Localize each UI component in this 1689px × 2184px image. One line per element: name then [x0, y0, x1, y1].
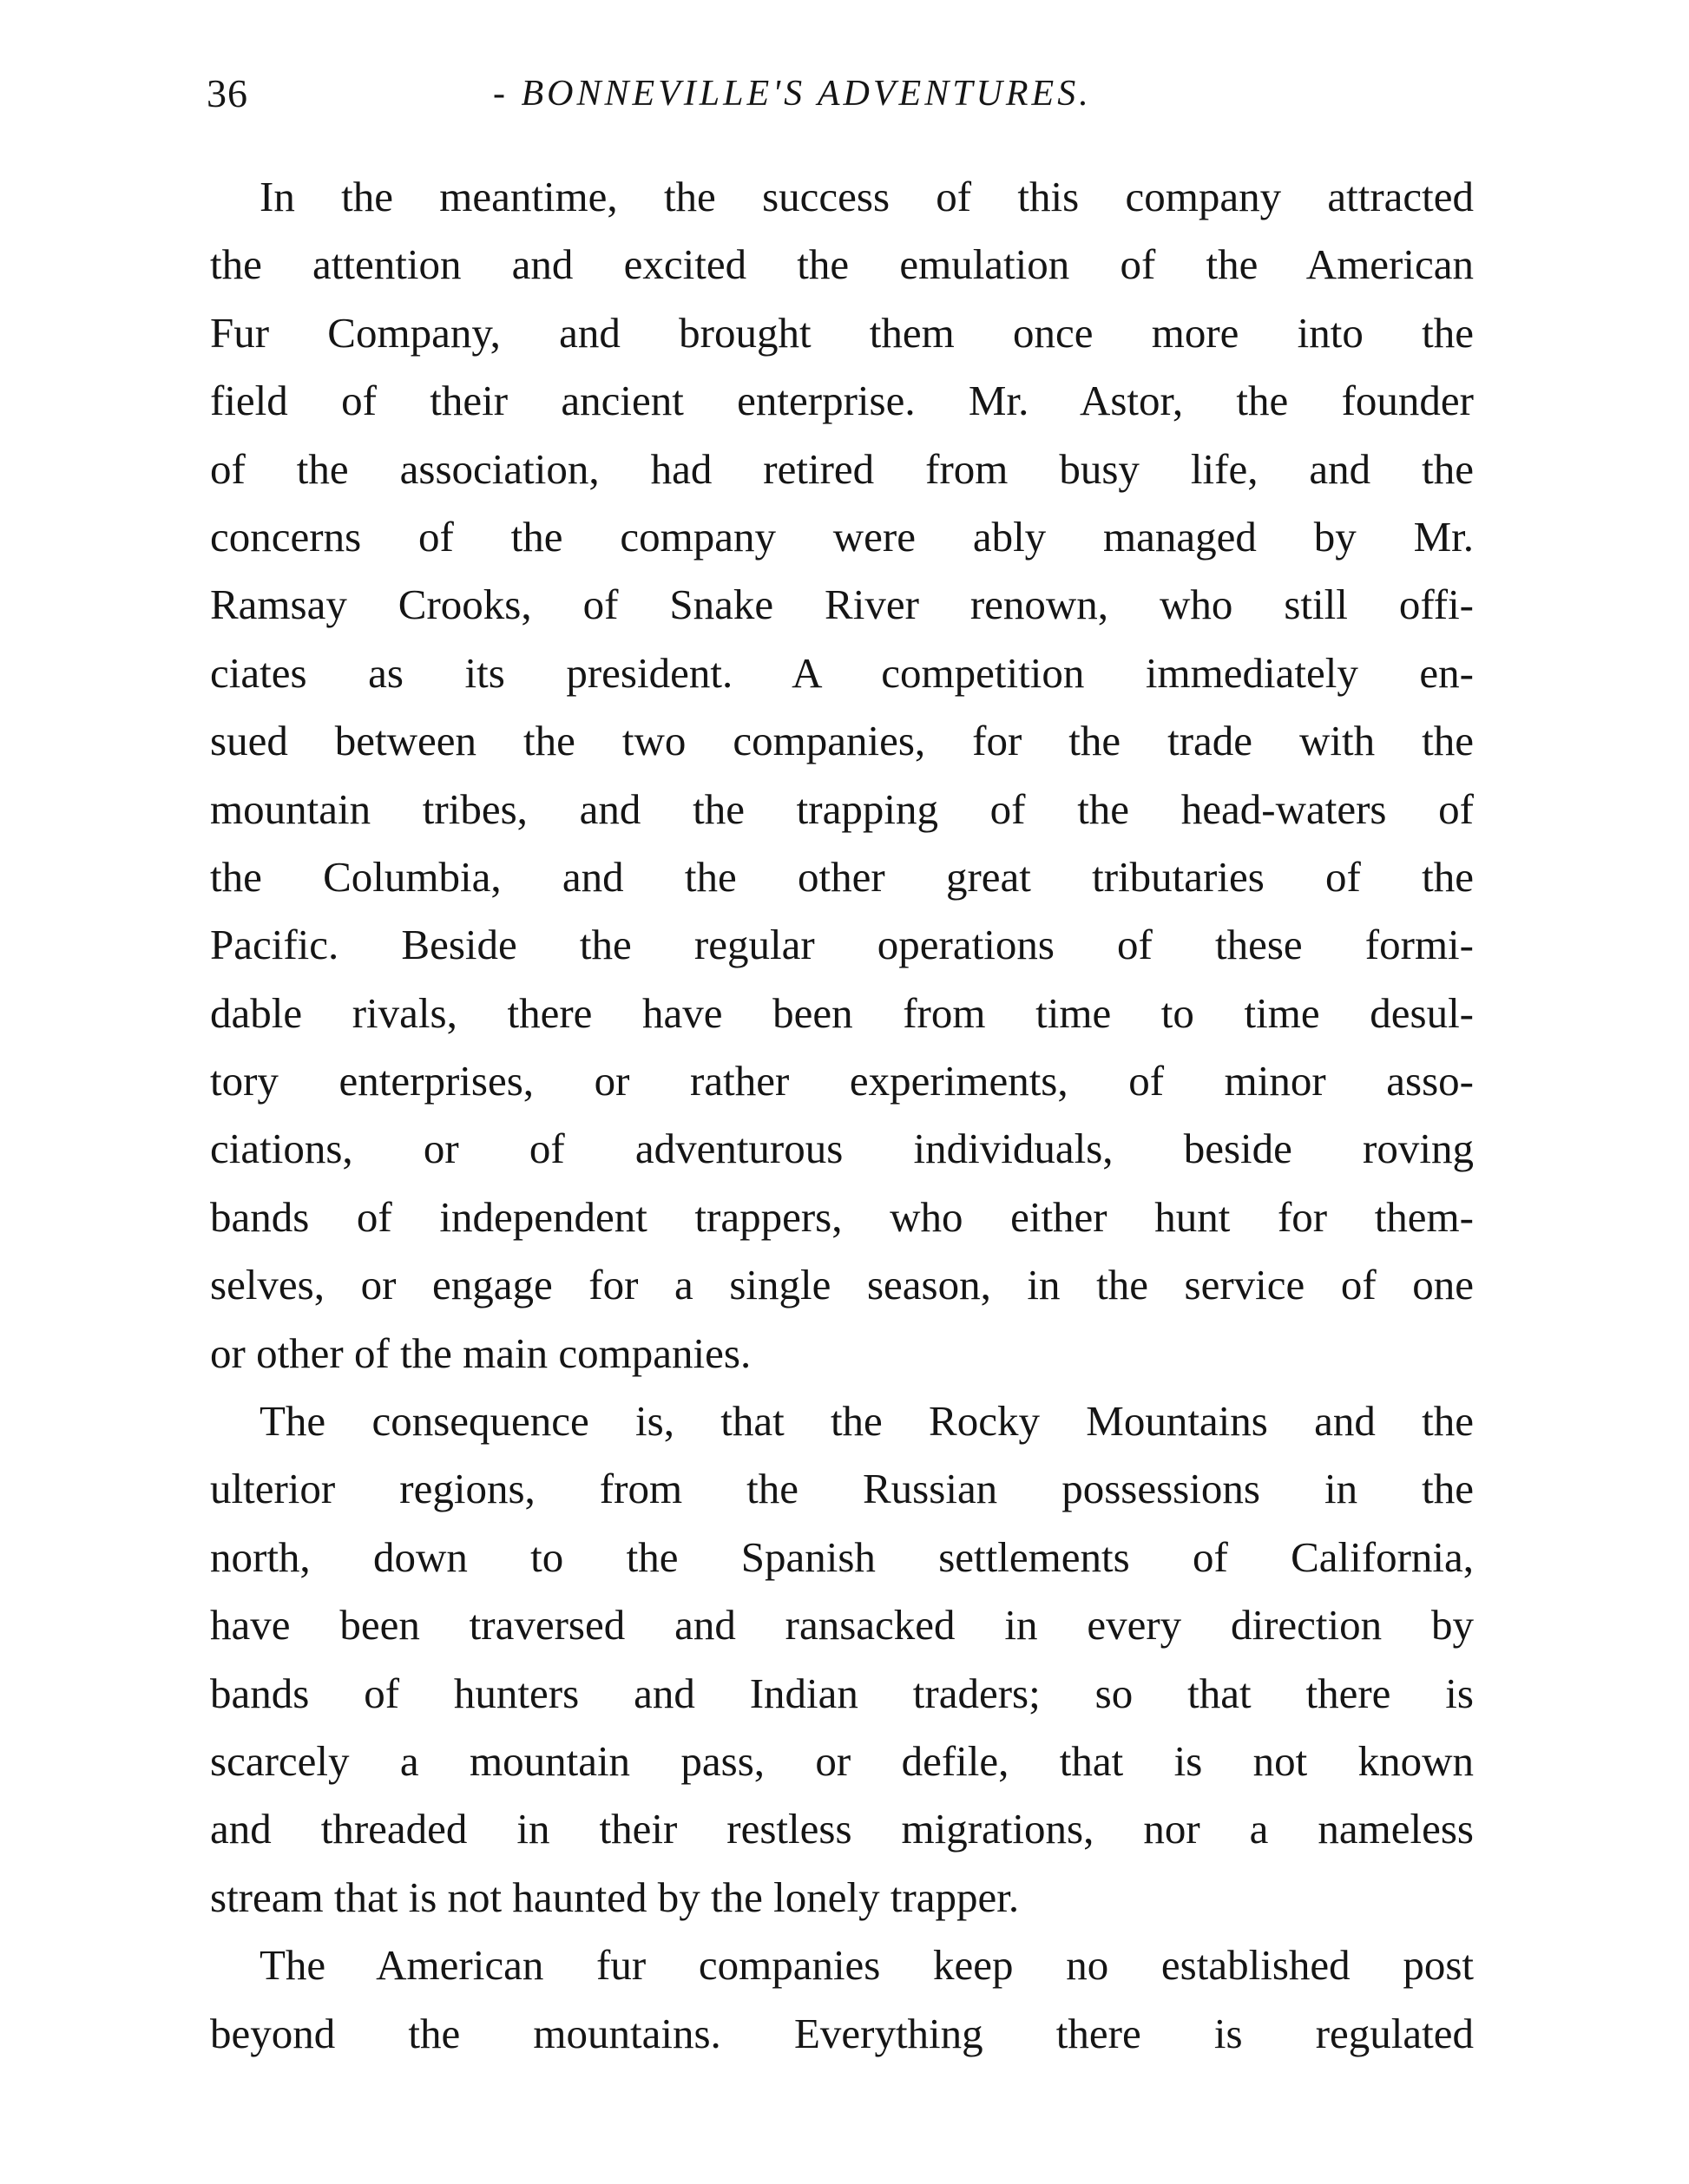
page-header — [207, 59, 1474, 128]
text-line: the attention and excited the emulation of the American — [210, 240, 1474, 289]
text-line: the Columbia, and the other great tributaries of the — [210, 852, 1474, 901]
text-line: ciations, or of adventurous individuals, beside roving — [210, 1125, 1474, 1173]
text-line: The consequence is, that the Rocky Mountains and the — [260, 1397, 1474, 1446]
body-text — [210, 163, 1474, 2068]
text-line: tory enterprises, or rather experiments, of minor asso- — [210, 1057, 1474, 1105]
running-head: - BONNEVILLE'S ADVENTURES. — [493, 74, 1092, 114]
text-line: north, down to the Spanish settlements of California, — [210, 1532, 1474, 1581]
text-line: Ramsay Crooks, of Snake River renown, who still offi- — [210, 580, 1474, 629]
text-line: Pacific. Beside the regular operations of these formi- — [210, 921, 1474, 969]
text-line: mountain tribes, and the trapping of the head-waters of — [210, 784, 1474, 833]
text-line: have been traversed and ransacked in every direction by — [210, 1601, 1474, 1649]
paragraph-2 — [210, 1387, 1474, 1931]
text-line: and threaded in their restless migrations, nor a nameless — [210, 1805, 1474, 1853]
text-line: Fur Company, and brought them once more into the — [210, 308, 1474, 357]
text-line: dable rivals, there have been from time to time desul- — [210, 988, 1474, 1037]
text-line: concerns of the company were ably managed by Mr. — [210, 512, 1474, 561]
text-line: ulterior regions, from the Russian possessions in the — [210, 1465, 1474, 1513]
text-line: bands of hunters and Indian traders; so that there is — [210, 1669, 1474, 1717]
text-line: sued between the two companies, for the trade with the — [210, 717, 1474, 765]
text-line: of the association, had retired from busy life, and the — [210, 444, 1474, 493]
text-line: selves, or engage for a single season, in the service of one — [210, 1261, 1474, 1309]
text-line: stream that is not haunted by the lonely trapper. — [210, 1872, 1020, 1921]
text-line: or other of the main companies. — [210, 1328, 752, 1377]
text-line: bands of independent trappers, who either hunt for them- — [210, 1192, 1474, 1241]
text-line: In the meantime, the success of this company attracted — [260, 173, 1474, 220]
text-line: beyond the mountains. Everything there is regulated — [210, 2009, 1474, 2057]
paragraph-1 — [210, 163, 1474, 1387]
text-line: ciates as its president. A competition immediately en- — [210, 648, 1474, 697]
text-line: scarcely a mountain pass, or defile, that is not known — [210, 1736, 1474, 1785]
text-line: field of their ancient enterprise. Mr. Astor, the founder — [210, 377, 1474, 425]
text-line: The American fur companies keep no established post — [260, 1941, 1474, 1990]
page-number: 36 — [207, 71, 248, 115]
paragraph-3 — [210, 1931, 1474, 2068]
